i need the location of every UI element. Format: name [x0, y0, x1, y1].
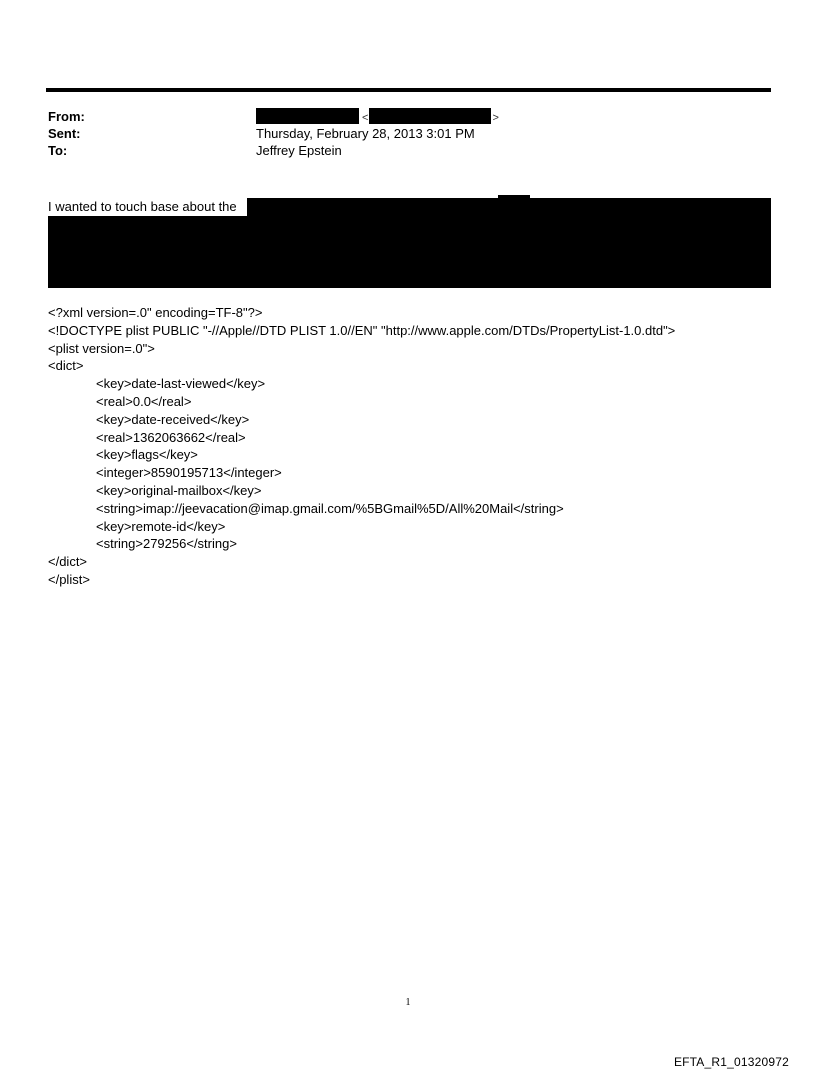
- plist-line: <string>imap://jeevacation@imap.gmail.com/%5BGmail%5D/All%20Mail</string>: [96, 500, 564, 516]
- redacted-body-block: [48, 216, 771, 288]
- page-number: 1: [405, 997, 411, 1008]
- plist-line: <key>date-last-viewed</key>: [96, 376, 266, 392]
- sent-label: Sent:: [48, 126, 81, 141]
- plist-line: <real>0.0</real>: [96, 393, 192, 409]
- plist-line: <integer>8590195713</integer>: [96, 465, 282, 481]
- sent-value: Thursday, February 28, 2013 3:01 PM: [256, 126, 475, 141]
- plist-line: <dict>: [48, 358, 84, 374]
- bates-number: EFTA_R1_01320972: [673, 1055, 789, 1069]
- header-rule: [46, 88, 771, 92]
- plist-line: <real>1362063662</real>: [96, 429, 246, 445]
- sent-row: [48, 125, 768, 142]
- email-open-bracket: <: [362, 112, 369, 124]
- plist-line: <key>remote-id</key>: [96, 518, 226, 534]
- email-body-intro: I wanted to touch base about the: [48, 199, 237, 214]
- plist-line: <key>flags</key>: [96, 447, 198, 463]
- plist-line: <key>date-received</key>: [96, 411, 250, 427]
- plist-line: </plist>: [48, 571, 90, 587]
- plist-line: <key>original-mailbox</key>: [96, 482, 262, 498]
- plist-line: </dict>: [48, 554, 88, 570]
- plist-line: <string>279256</string>: [96, 536, 237, 552]
- to-value: Jeffrey Epstein: [256, 143, 342, 158]
- email-close-bracket: >: [492, 112, 499, 124]
- redacted-sender-name: [256, 108, 359, 124]
- redacted-sender-email: [369, 108, 491, 124]
- to-row: [48, 142, 768, 159]
- plist-metadata: [48, 304, 788, 589]
- redacted-body-inline: [247, 198, 771, 216]
- from-row: [48, 108, 768, 125]
- to-label: To:: [48, 143, 68, 158]
- from-label: From:: [48, 109, 85, 124]
- email-header: [48, 108, 768, 159]
- plist-line: <!DOCTYPE plist PUBLIC "-//Apple//DTD PLIST 1.0//EN" "http://www.apple.com/DTDs/PropertyList-1.0.dtd">: [48, 322, 676, 338]
- plist-line: <plist version=.0">: [48, 340, 155, 356]
- plist-line: <?xml version=.0" encoding=TF-8"?>: [48, 305, 263, 320]
